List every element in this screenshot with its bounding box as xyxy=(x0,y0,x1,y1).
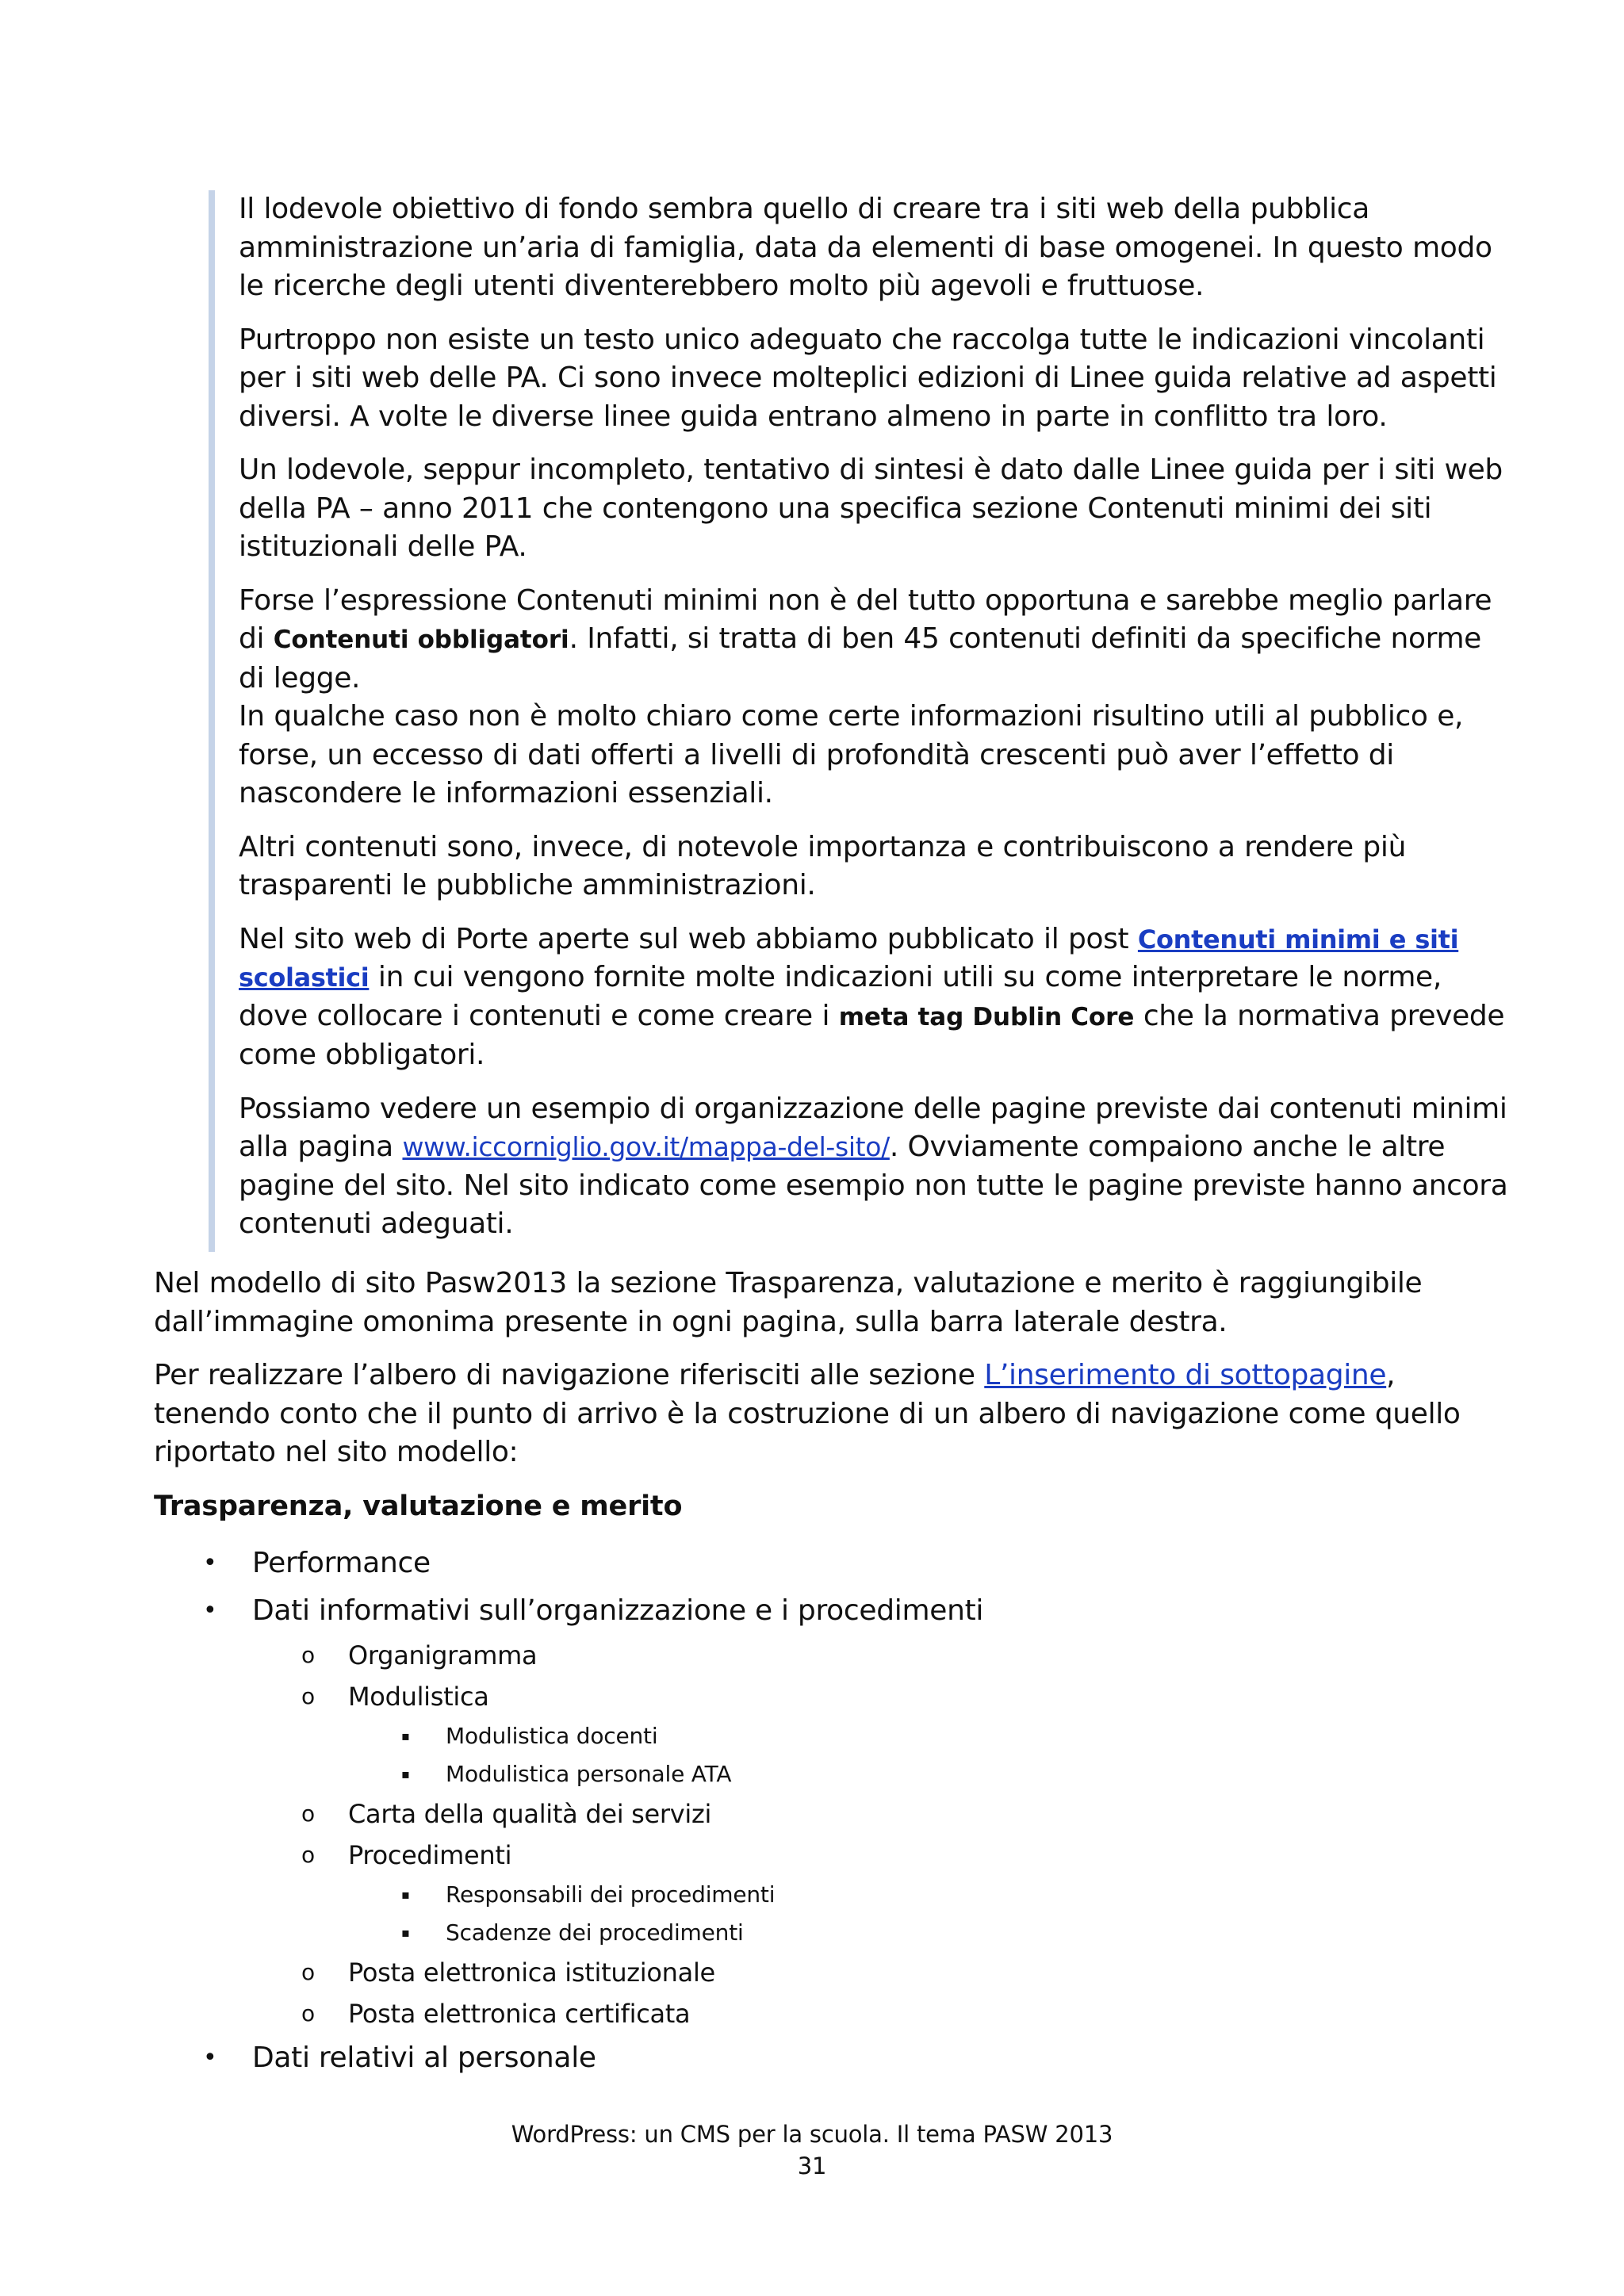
list-item-label: Modulistica xyxy=(348,1681,489,1712)
text-run: Forse l’espressione Contenuti minimi non è del tutto opportuna e sarebbe meglio parlare di xyxy=(239,584,1492,655)
list-item xyxy=(154,1914,1494,1952)
list-item-label: Performance xyxy=(252,1546,431,1579)
list-item xyxy=(154,2034,1494,2082)
circle-bullet-icon: o xyxy=(301,1641,315,1668)
square-bullet-icon: ▪ xyxy=(401,1766,410,1781)
text-run: Possiamo vedere un esempio di organizzazione delle pagine previste dai contenuti minimi alla pagina xyxy=(239,1092,1507,1163)
list-item-label: Posta elettronica certificata xyxy=(348,1998,691,2029)
list-item xyxy=(154,1993,1494,2034)
circle-bullet-icon: o xyxy=(301,1682,315,1709)
list-item-label: Modulistica docenti xyxy=(446,1722,658,1749)
list-item xyxy=(154,1676,1494,1793)
section-heading: Trasparenza, valutazione e merito xyxy=(154,1490,683,1522)
circle-bullet-icon: o xyxy=(301,1800,315,1827)
body-text xyxy=(154,1265,1494,2082)
square-bullet-icon: ▪ xyxy=(401,1886,410,1902)
quote-paragraph xyxy=(239,582,1515,813)
list-item xyxy=(154,1540,1494,1587)
list-item-label: Organigramma xyxy=(348,1640,538,1670)
sub-sub-list xyxy=(154,1717,1494,1793)
list-item-label: Carta della qualità dei servizi xyxy=(348,1798,712,1829)
sub-list xyxy=(154,1635,1494,2034)
list-item-label: Scadenze dei procedimenti xyxy=(446,1919,744,1946)
subpages-link[interactable]: L’inserimento di sottopagine xyxy=(984,1359,1387,1391)
text-run: . Ovviamente compaiono anche le altre pagine del sito. Nel sito indicato come esempio non tutte le pagine previste hanno ancora contenuti adeguati. xyxy=(239,1131,1508,1240)
post-link[interactable]: Contenuti minimi e siti scolastici xyxy=(239,924,1459,993)
text-run: in cui vengono fornite molte indicazioni utili su come interpretare le norme, dove collocare i contenuti e come creare i xyxy=(239,961,1442,1032)
list-item-label: Dati relativi al personale xyxy=(252,2041,596,2074)
text-run: Per realizzare l’albero di navigazione riferisciti alle sezione xyxy=(154,1359,985,1391)
list-item xyxy=(154,1717,1494,1755)
navigation-tree xyxy=(154,1540,1494,2082)
text-run: , tenendo conto che il punto di arrivo è la costruzione di un albero di navigazione come quello riportato nel sito modello: xyxy=(154,1359,1461,1468)
page-footer xyxy=(0,2118,1624,2182)
quote-paragraph: Un lodevole, seppur incompleto, tentativo di sintesi è dato dalle Linee guida per i siti web della PA – anno 2011 che contengono una specifica sezione Contenuti minimi dei siti istituzionali delle PA. xyxy=(239,453,1503,563)
sub-sub-list xyxy=(154,1876,1494,1952)
list-item xyxy=(154,1587,1494,2034)
quote-paragraph: Purtroppo non esiste un testo unico adeguato che raccolga tutte le indicazioni vincolanti per i siti web delle PA. Ci sono invece molteplici edizioni di Linee guida relative ad aspetti diversi. A volte le diverse linee guida entrano almeno in parte in conflitto tra loro. xyxy=(239,323,1497,433)
list-item-label: Modulistica personale ATA xyxy=(446,1760,732,1787)
body-paragraph: Nel modello di sito Pasw2013 la sezione Trasparenza, valutazione e merito è raggiungibile dall’immagine omonima presente in ogni pagina, sulla barra laterale destra. xyxy=(154,1267,1423,1338)
body-paragraph xyxy=(154,1357,1494,1472)
bullet-icon: • xyxy=(203,1548,217,1577)
footer-title: WordPress: un CMS per la scuola. Il tema PASW 2013 xyxy=(511,2121,1113,2148)
list-item xyxy=(154,1876,1494,1914)
quote-paragraph xyxy=(239,920,1515,1075)
text-run: Nel sito web di Porte aperte sul web abbiamo pubblicato il post xyxy=(239,922,1138,955)
page-number: 31 xyxy=(797,2152,827,2179)
list-item xyxy=(154,1835,1494,1952)
circle-bullet-icon: o xyxy=(301,1841,315,1868)
square-bullet-icon: ▪ xyxy=(401,1924,410,1940)
quote-paragraph xyxy=(239,1090,1515,1244)
circle-bullet-icon: o xyxy=(301,1958,315,1985)
square-bullet-icon: ▪ xyxy=(401,1728,410,1743)
list-item xyxy=(154,1635,1494,1676)
site-map-link[interactable]: www.iccorniglio.gov.it/mappa-del-sito/ xyxy=(402,1131,890,1162)
list-item-label: Procedimenti xyxy=(348,1839,512,1870)
list-item-label: Posta elettronica istituzionale xyxy=(348,1957,715,1988)
bold-term: Contenuti obbligatori xyxy=(273,626,569,654)
text-run: In qualche caso non è molto chiaro come certe informazioni risultino utili al pubblico e, forse, un eccesso di dati offerti a livelli di profondità crescenti può aver l’effetto di nascondere le informazioni essenziali. xyxy=(239,700,1464,809)
quote-paragraph: Altri contenuti sono, invece, di notevole importanza e contribuiscono a rendere più trasparenti le pubbliche amministrazioni. xyxy=(239,830,1407,901)
list-item-label: Dati informativi sull’organizzazione e i procedimenti xyxy=(252,1594,984,1627)
quoted-block xyxy=(209,190,1515,1252)
bullet-icon: • xyxy=(203,1596,217,1624)
text-run: . Infatti, si tratta di ben 45 contenuti definiti da specifiche norme di legge. xyxy=(239,622,1481,695)
circle-bullet-icon: o xyxy=(301,1999,315,2026)
text-run: che la normativa prevede come obbligatori. xyxy=(239,999,1505,1071)
list-item xyxy=(154,1755,1494,1793)
quote-paragraph: Il lodevole obiettivo di fondo sembra quello di creare tra i siti web della pubblica amministrazione un’aria di famiglia, data da elementi di base omogenei. In questo modo le ricerche degli utenti diventerebbero molto più agevoli e fruttuose. xyxy=(239,193,1492,302)
list-item-label: Responsabili dei procedimenti xyxy=(446,1881,776,1908)
list-item xyxy=(154,1952,1494,1993)
bullet-icon: • xyxy=(203,2043,217,2072)
list-item xyxy=(154,1793,1494,1835)
bold-term: meta tag Dublin Core xyxy=(838,1002,1135,1031)
